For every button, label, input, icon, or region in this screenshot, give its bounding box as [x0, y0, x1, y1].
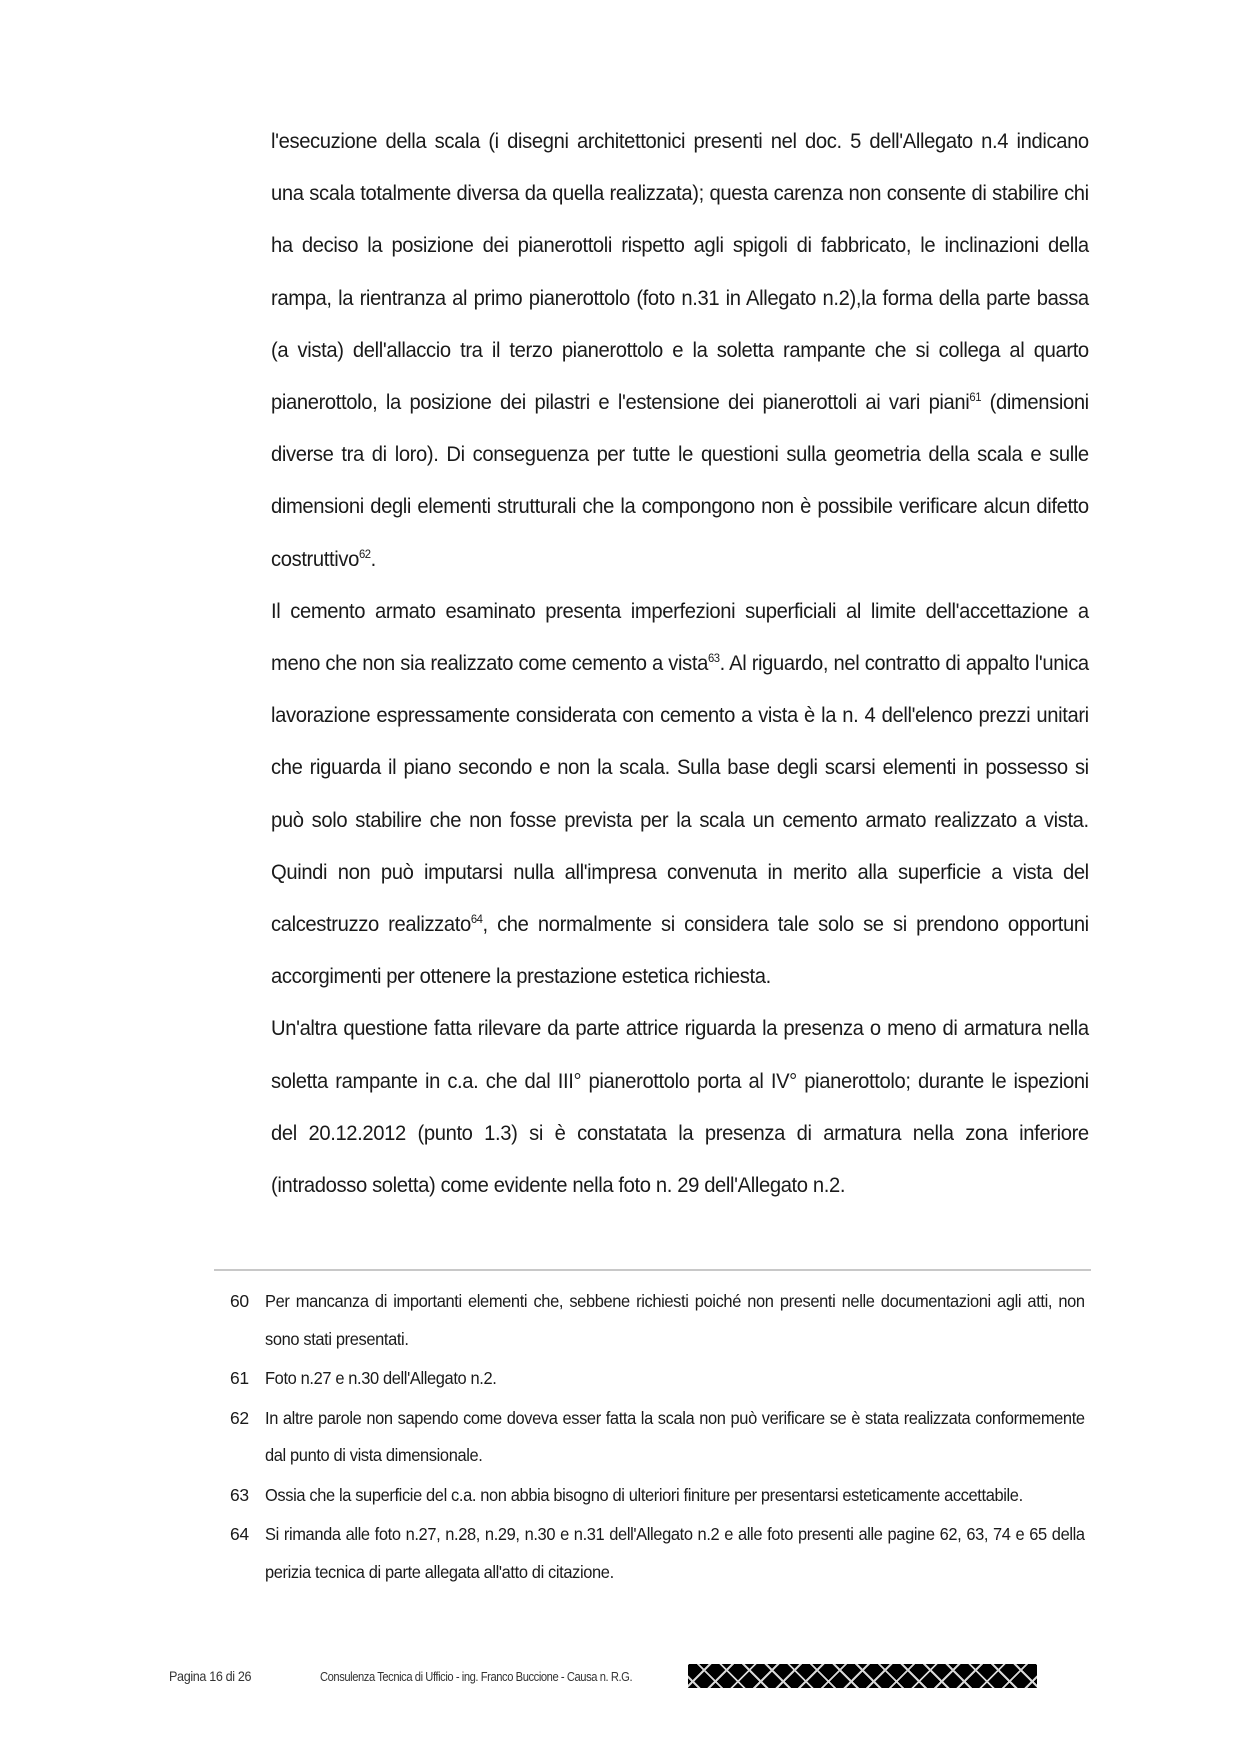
paragraph	[271, 1002, 1089, 1211]
footnote-number: 60	[230, 1291, 249, 1311]
footnote-text: Foto n.27 e n.30 dell'Allegato n.2.	[265, 1368, 497, 1388]
text-run: Un'altra questione fatta rilevare da parte attrice riguarda la presenza o meno di armatura nella soletta rampante in c.a. che dal III° pianerottolo porta al IV° pianerottolo; durante le ispezioni del 20.12.2012 (punto 1.3) si è constatata la presenza di armatura nella zona inferiore (intradosso soletta) come evidente nella foto n. 29 dell'Allegato n.2.	[271, 1016, 1089, 1198]
footnote-ref-64[interactable]: 64	[470, 911, 483, 926]
footnote-number: 63	[230, 1484, 249, 1505]
footnote-number: 61	[230, 1368, 249, 1388]
footnotes	[230, 1283, 1088, 1593]
paragraph	[271, 115, 1089, 585]
footnote-text: Per mancanza di importanti elementi che, sebbene richiesti poiché non presenti nelle documentazioni agli atti, non sono stati presentati.	[265, 1291, 1085, 1349]
page-number: Pagina 16 di 26	[169, 1668, 252, 1684]
page-footer	[0, 1664, 1240, 1694]
redaction-block	[688, 1664, 1037, 1688]
footnote-ref-61[interactable]: 61	[969, 389, 982, 404]
text-run: Il cemento armato esaminato presenta imperfezioni superficiali al limite dell'accettazione a meno che non sia realizzato come cemento a vista	[271, 598, 1089, 676]
footnote-61	[230, 1360, 1088, 1398]
footnote-ref-62[interactable]: 62	[358, 546, 371, 561]
footnote-63	[230, 1477, 1088, 1515]
footnote-62	[230, 1400, 1088, 1475]
text-run: , che normalmente si considera tale solo se si prendono opportuni accorgimenti per ottenere la prestazione estetica richiesta.	[271, 912, 1089, 989]
text-run: l'esecuzione della scala (i disegni architettonici presenti nel doc. 5 dell'Allegato n.4 indicano una scala totalmente diversa da quella realizzata); questa carenza non consente di stabilire chi ha deciso la posizione dei pianerottoli rispetto agli spigoli di fabbricato, le inclinazioni della rampa, la rientranza al primo pianerottolo (foto n.31 in Allegato n.2),la forma della parte bassa (a vista) dell'allaccio tra il terzo pianerottolo e la soletta rampante che si collega al quarto pianerottolo, la posizione dei pilastri e l'estensione dei pianerottoli ai vari piani	[271, 129, 1089, 415]
footnote-number: 62	[230, 1407, 249, 1428]
paragraph	[271, 585, 1089, 1003]
footnote-separator	[214, 1269, 1091, 1271]
footnote-64	[230, 1516, 1088, 1591]
footnote-text: Ossia che la superficie del c.a. non abbia bisogno di ulteriori finiture per presentarsi esteticamente accettabile.	[265, 1484, 1023, 1505]
footnote-60	[230, 1283, 1088, 1358]
footnote-number: 64	[230, 1524, 249, 1544]
text-run: (dimensioni diverse tra di loro). Di conseguenza per tutte le questioni sulla geometria della scala e sulle dimensioni degli elementi strutturali che la compongono non è possibile verificare alcun difetto costruttivo	[271, 390, 1089, 571]
footer-title: Consulenza Tecnica di Ufficio - ing. Franco Buccione - Causa n. R.G.	[320, 1669, 633, 1684]
footnote-text: Si rimanda alle foto n.27, n.28, n.29, n.30 e n.31 dell'Allegato n.2 e alle foto presenti alle pagine 62, 63, 74 e 65 della perizia tecnica di parte allegata all'atto di citazione.	[265, 1524, 1085, 1582]
footnote-text: In altre parole non sapendo come doveva esser fatta la scala non può verificare se è stata realizzata conformemente dal punto di vista dimensionale.	[265, 1407, 1085, 1465]
body-text	[271, 115, 1089, 1211]
text-run: . Al riguardo, nel contratto di appalto l'unica lavorazione espressamente considerata con cemento a vista è la n. 4 dell'elenco prezzi unitari che riguarda il piano secondo e non la scala. Sulla base degli scarsi elementi in possesso si può solo stabilire che non fosse prevista per la scala un cemento armato realizzato a vista. Quindi non può imputarsi nulla all'impresa convenuta in merito alla superficie a vista del calcestruzzo realizzato	[271, 651, 1089, 937]
footnote-ref-63[interactable]: 63	[707, 650, 720, 665]
text-run: .	[370, 546, 376, 571]
